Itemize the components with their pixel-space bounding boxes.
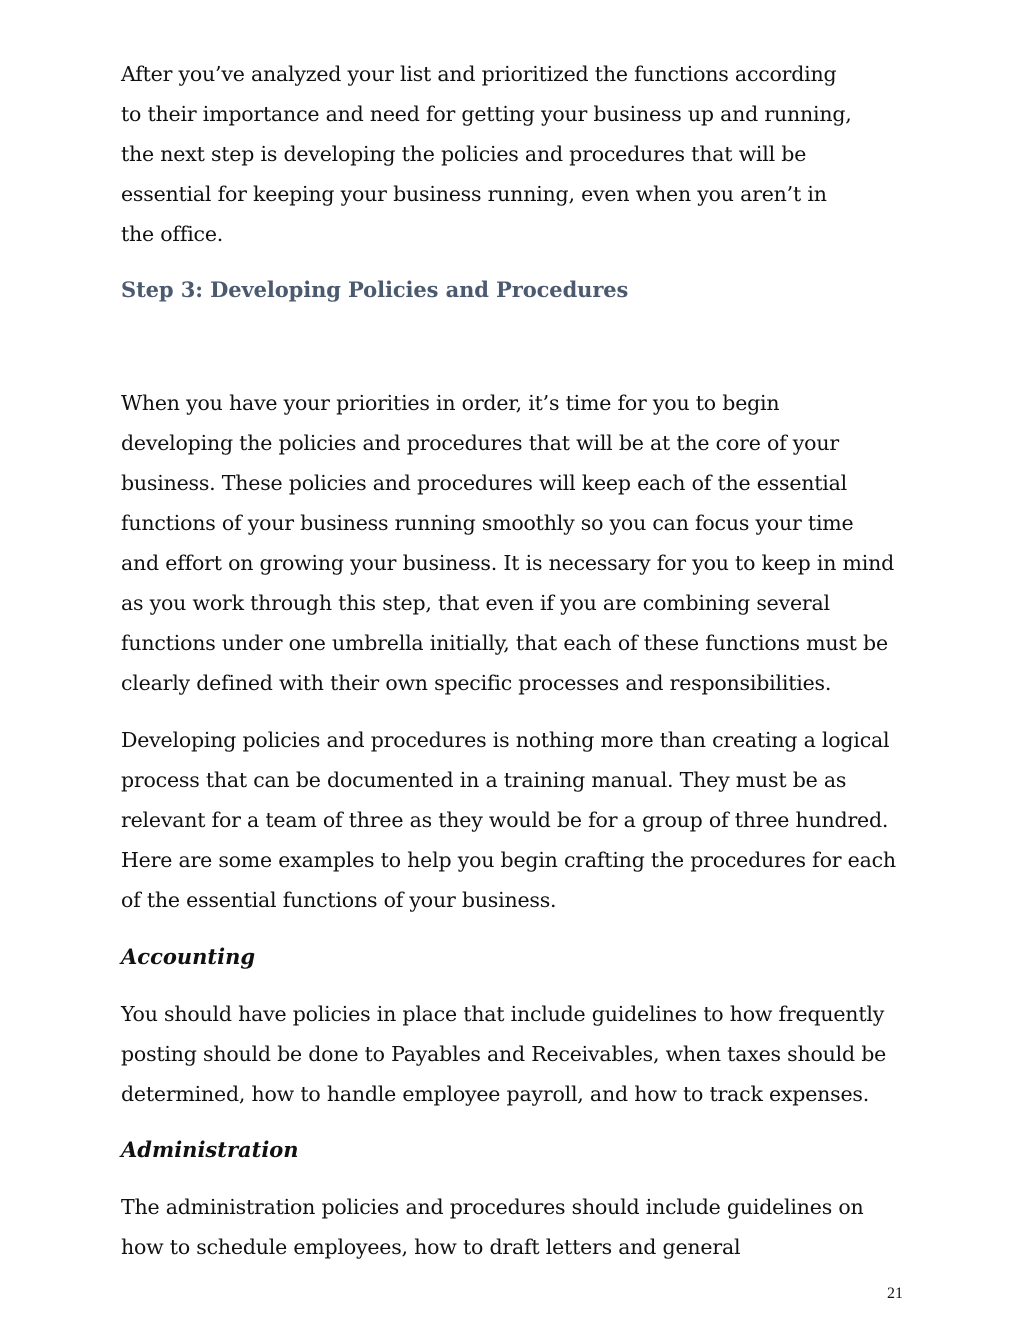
text-line: how to schedule employees, how to draft letters and general [121,1235,741,1259]
text-line: of the essential functions of your business. [121,888,557,912]
spacer [121,920,911,937]
text-line: essential for keeping your business running, even when you aren’t in [121,182,827,206]
text-line: clearly defined with their own specific processes and responsibilities. [121,671,832,695]
text-line: the office. [121,222,224,246]
spacer [121,1114,911,1130]
intro-paragraph [121,54,911,254]
text-line: functions under one umbrella initially, that each of these functions must be [121,631,888,655]
text-line: process that can be documented in a training manual. They must be as [121,768,847,792]
spacer [121,310,911,383]
text-line: You should have policies in place that include guidelines to how frequently [121,1002,885,1026]
accounting-paragraph [121,994,911,1114]
administration-heading: Administration [121,1137,299,1162]
text-line: as you work through this step, that even if you are combining several [121,591,830,615]
step3-heading: Step 3: Developing Policies and Procedures [121,277,629,302]
text-line: posting should be done to Payables and Receivables, when taxes should be [121,1042,887,1066]
text-line: determined, how to handle employee payroll, and how to track expenses. [121,1082,870,1106]
text-line: to their importance and need for getting your business up and running, [121,102,852,126]
text-line: After you’ve analyzed your list and prioritized the functions according [121,62,837,86]
document-page [121,54,911,1267]
spacer [121,703,911,720]
accounting-heading: Accounting [121,944,256,969]
step3-paragraph [121,383,911,703]
developing-paragraph [121,720,911,920]
text-line: relevant for a team of three as they would be for a group of three hundred. [121,808,889,832]
text-line: developing the policies and procedures that will be at the core of your [121,431,839,455]
text-line: functions of your business running smoothly so you can focus your time [121,511,854,535]
text-line: business. These policies and procedures will keep each of the essential [121,471,848,495]
spacer [121,254,911,270]
text-line: When you have your priorities in order, it’s time for you to begin [121,391,780,415]
text-line: Developing policies and procedures is nothing more than creating a logical [121,728,890,752]
text-line: Here are some examples to help you begin crafting the procedures for each [121,848,896,872]
administration-paragraph [121,1187,911,1267]
page-number: 21 [887,1285,903,1302]
spacer [121,1170,911,1187]
text-line: and effort on growing your business. It is necessary for you to keep in mind [121,551,895,575]
text-line: the next step is developing the policies and procedures that will be [121,142,807,166]
text-line: The administration policies and procedures should include guidelines on [121,1195,864,1219]
spacer [121,977,911,994]
